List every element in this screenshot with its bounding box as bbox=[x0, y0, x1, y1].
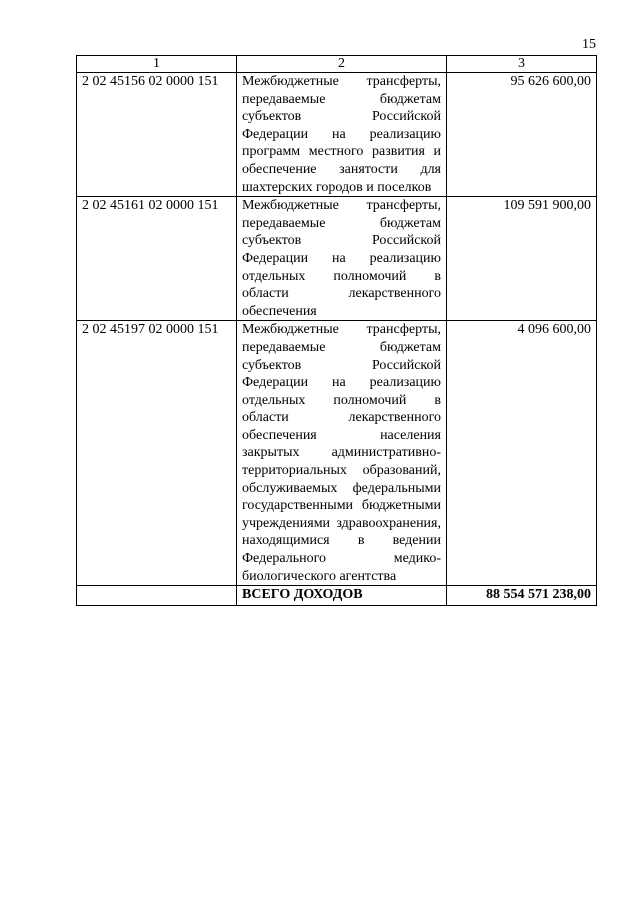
table-header-row bbox=[77, 56, 597, 73]
revenue-code: 2 02 45197 02 0000 151 bbox=[77, 321, 237, 586]
revenue-amount: 95 626 600,00 bbox=[447, 73, 597, 197]
revenue-code: 2 02 45156 02 0000 151 bbox=[77, 73, 237, 197]
revenue-name: Межбюджетные трансферты, передаваемые бюджетам субъектов Российской Федерации на реализацию отдельных полномочий в области лекарственного обеспечения bbox=[237, 197, 447, 321]
table-row bbox=[77, 197, 597, 321]
total-row bbox=[77, 586, 597, 606]
total-amount: 88 554 571 238,00 bbox=[447, 586, 597, 606]
column-header-2: 2 bbox=[237, 56, 447, 73]
table-row bbox=[77, 73, 597, 197]
page-number: 15 bbox=[582, 37, 596, 52]
total-label: ВСЕГО ДОХОДОВ bbox=[237, 586, 447, 606]
revenue-name: Межбюджетные трансферты, передаваемые бюджетам субъектов Российской Федерации на реализацию программ местного развития и обеспечение занятости для шахтерских городов и поселков bbox=[237, 73, 447, 197]
revenue-amount: 109 591 900,00 bbox=[447, 197, 597, 321]
revenue-amount: 4 096 600,00 bbox=[447, 321, 597, 586]
revenue-name: Межбюджетные трансферты, передаваемые бюджетам субъектов Российской Федерации на реализацию отдельных полномочий в области лекарственного обеспечения населения закрытых административно-территориальных образований, обслуживаемых федеральными государственными бюджетными учреждениями здравоохранения, находящимися в ведении Федерального медико-биологического агентства bbox=[237, 321, 447, 586]
column-header-3: 3 bbox=[447, 56, 597, 73]
total-code bbox=[77, 586, 237, 606]
revenue-code: 2 02 45161 02 0000 151 bbox=[77, 197, 237, 321]
revenue-table bbox=[76, 55, 597, 606]
column-header-1: 1 bbox=[77, 56, 237, 73]
table-row bbox=[77, 321, 597, 586]
